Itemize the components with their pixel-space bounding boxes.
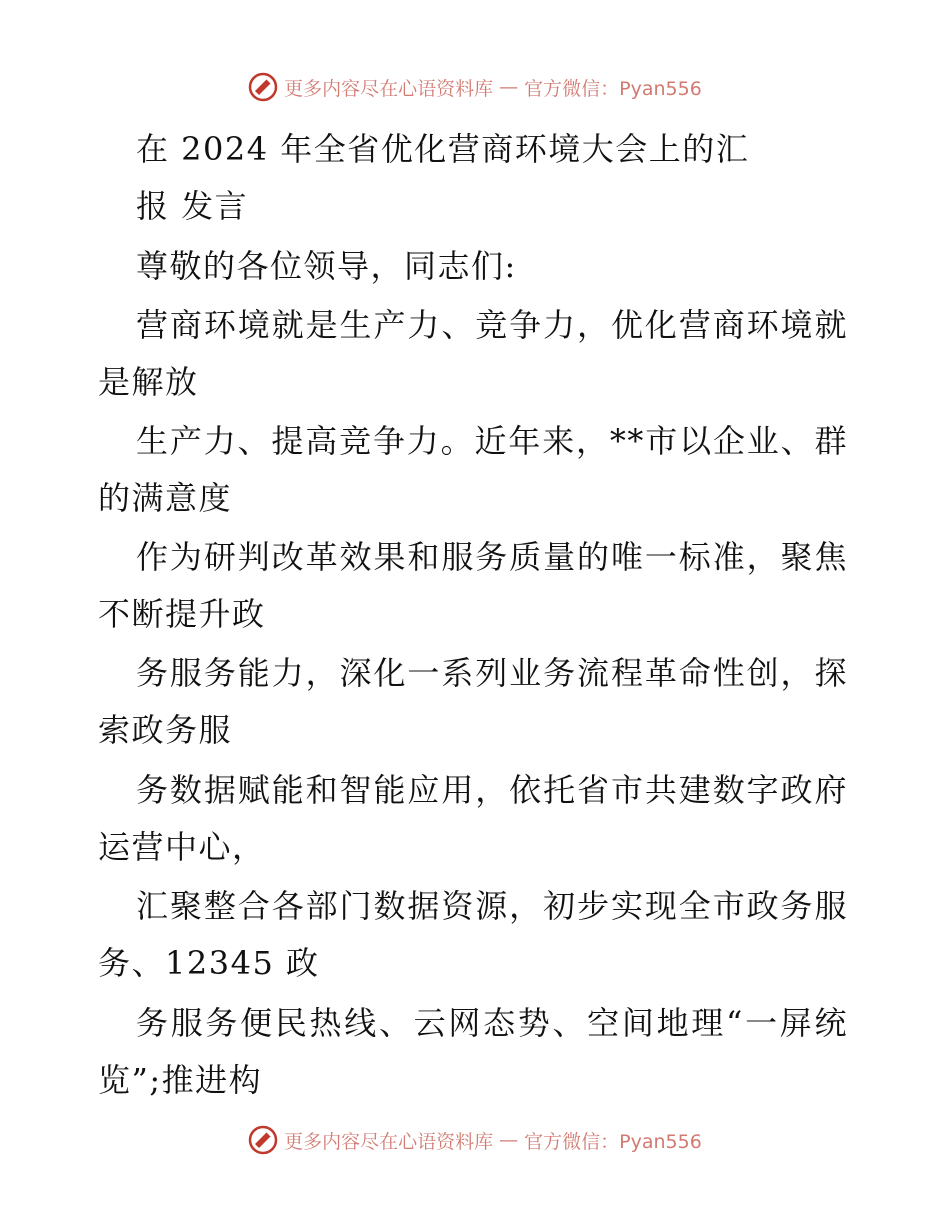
watermark-logo-icon	[248, 1125, 278, 1155]
doc-title-line-2: 报 发言	[136, 187, 249, 225]
doc-line: 务、12345 政	[98, 944, 320, 982]
doc-line: 的满意度	[98, 479, 233, 517]
doc-line: 不断提升政	[98, 595, 266, 633]
watermark-text: 更多内容尽在心语资料库	[284, 1130, 494, 1153]
doc-line: 运营中心，	[98, 828, 266, 866]
doc-line: 索政务服	[98, 711, 233, 749]
doc-line: 汇聚整合各部门数据资源，初步实现全市政务服	[136, 887, 848, 925]
watermark-logo-icon	[248, 72, 278, 102]
watermark-wechat: 官方微信：Pyan556	[524, 77, 702, 100]
doc-line: 务服务便民热线、云网态势、空间地理“一屏统	[136, 1004, 848, 1042]
doc-line: 生产力、提高竞争力。近年来，**市以企业、群	[136, 422, 848, 460]
doc-line: 务服务能力，深化一系列业务流程革命性创，探	[136, 654, 848, 692]
watermark-separator: —	[499, 76, 519, 98]
watermark-wechat: 官方微信：Pyan556	[524, 1130, 702, 1153]
doc-line: 作为研判改革效果和服务质量的唯一标准，聚焦	[136, 538, 848, 576]
doc-line: 务数据赋能和智能应用，依托省市共建数字政府	[136, 771, 848, 809]
doc-line: 营商环境就是生产力、竞争力，优化营商环境就	[136, 306, 848, 344]
header-watermark	[0, 72, 950, 102]
doc-line: 览”;推进构	[98, 1061, 263, 1099]
watermark-text: 更多内容尽在心语资料库	[284, 77, 494, 100]
doc-line: 是解放	[98, 363, 199, 401]
doc-title-line-1: 在 2024 年全省优化营商环境大会上的汇	[136, 130, 750, 168]
footer-watermark	[0, 1125, 950, 1155]
watermark-separator: —	[499, 1129, 519, 1151]
doc-salutation: 尊敬的各位领导，同志们:	[136, 247, 517, 285]
